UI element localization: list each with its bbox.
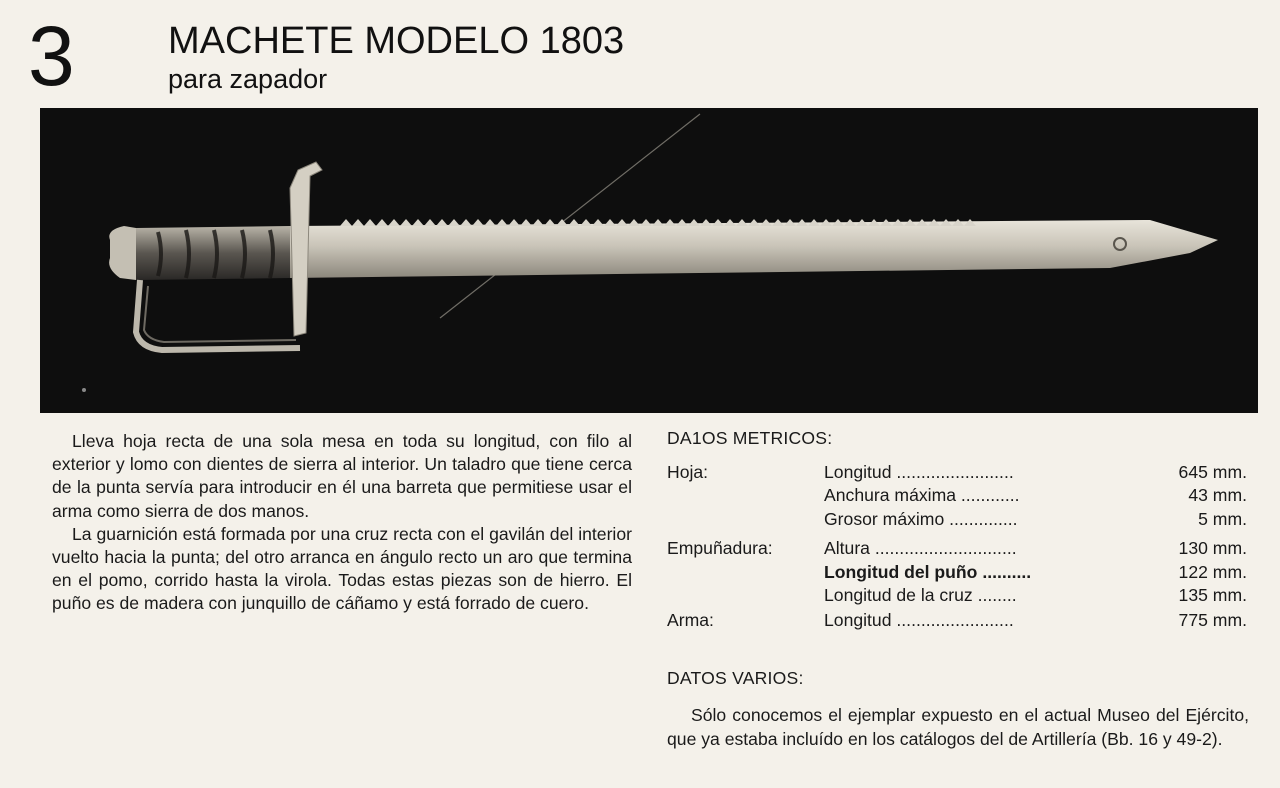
metric-value: 135 mm. bbox=[1178, 585, 1247, 605]
metric-value: 122 mm. bbox=[1178, 562, 1247, 582]
entry-number: 3 bbox=[28, 9, 75, 103]
metric-value: 130 mm. bbox=[1178, 538, 1247, 558]
metric-group: Hoja: bbox=[667, 462, 709, 482]
page-title: MACHETE MODELO 1803 bbox=[168, 20, 625, 62]
metric-row bbox=[667, 508, 1247, 531]
metric-value: 775 mm. bbox=[1178, 610, 1247, 630]
machete-photo bbox=[40, 108, 1258, 413]
description-paragraph: La guarnición está formada por una cruz recta con el gavilán del interior vuelto hacia la punta; del otro arranca en ángulo recto un aro que termina en el pomo, corrido hasta la virola. Todas estas piezas son de hierro. El puño es de madera con junquillo de cáñamo y está forrado de cuero. bbox=[52, 523, 632, 614]
metric-row bbox=[667, 561, 1247, 584]
description bbox=[52, 430, 632, 616]
metric-group: Empuñadura: bbox=[667, 538, 773, 558]
metric-row bbox=[667, 461, 1247, 484]
metric-row bbox=[667, 584, 1247, 607]
metric-value: 43 mm. bbox=[1188, 485, 1247, 505]
various-data-title: DATOS VARIOS: bbox=[667, 668, 804, 688]
metric-label: Altura ............................. bbox=[824, 538, 1017, 558]
metric-label: Grosor máximo .............. bbox=[824, 509, 1018, 529]
metric-row bbox=[667, 537, 1247, 560]
machete-illustration bbox=[40, 108, 1258, 413]
metric-label: Longitud del puño .......... bbox=[824, 562, 1032, 582]
various-paragraph: Sólo conocemos el ejemplar expuesto en el actual Museo del Ejército, que ya estaba incluído en los catálogos del de Artillería (Bb. 16 y 49-2). bbox=[667, 705, 1249, 749]
metric-group: Arma: bbox=[667, 610, 714, 630]
pommel bbox=[109, 226, 136, 280]
page-subtitle: para zapador bbox=[168, 64, 328, 94]
grip bbox=[120, 226, 290, 280]
various-data-text bbox=[667, 704, 1249, 751]
metric-label: Longitud ........................ bbox=[824, 610, 1014, 630]
metric-value: 5 mm. bbox=[1198, 509, 1247, 529]
metric-data-title: DA1OS METRICOS: bbox=[667, 428, 833, 448]
metric-row bbox=[667, 609, 1247, 632]
metric-label: Anchura máxima ............ bbox=[824, 485, 1020, 505]
metric-row bbox=[667, 484, 1247, 507]
metric-label: Longitud ........................ bbox=[824, 462, 1014, 482]
metric-value: 645 mm. bbox=[1178, 462, 1247, 482]
description-paragraph: Lleva hoja recta de una sola mesa en toda su longitud, con filo al exterior y lomo con dientes de sierra al interior. Un taladro que tiene cerca de la punta servía para introducir en él una barreta que permitiese usar el arma como sierra de dos manos. bbox=[52, 431, 632, 521]
blade bbox=[290, 220, 1218, 278]
metric-label: Longitud de la cruz ........ bbox=[824, 585, 1017, 605]
